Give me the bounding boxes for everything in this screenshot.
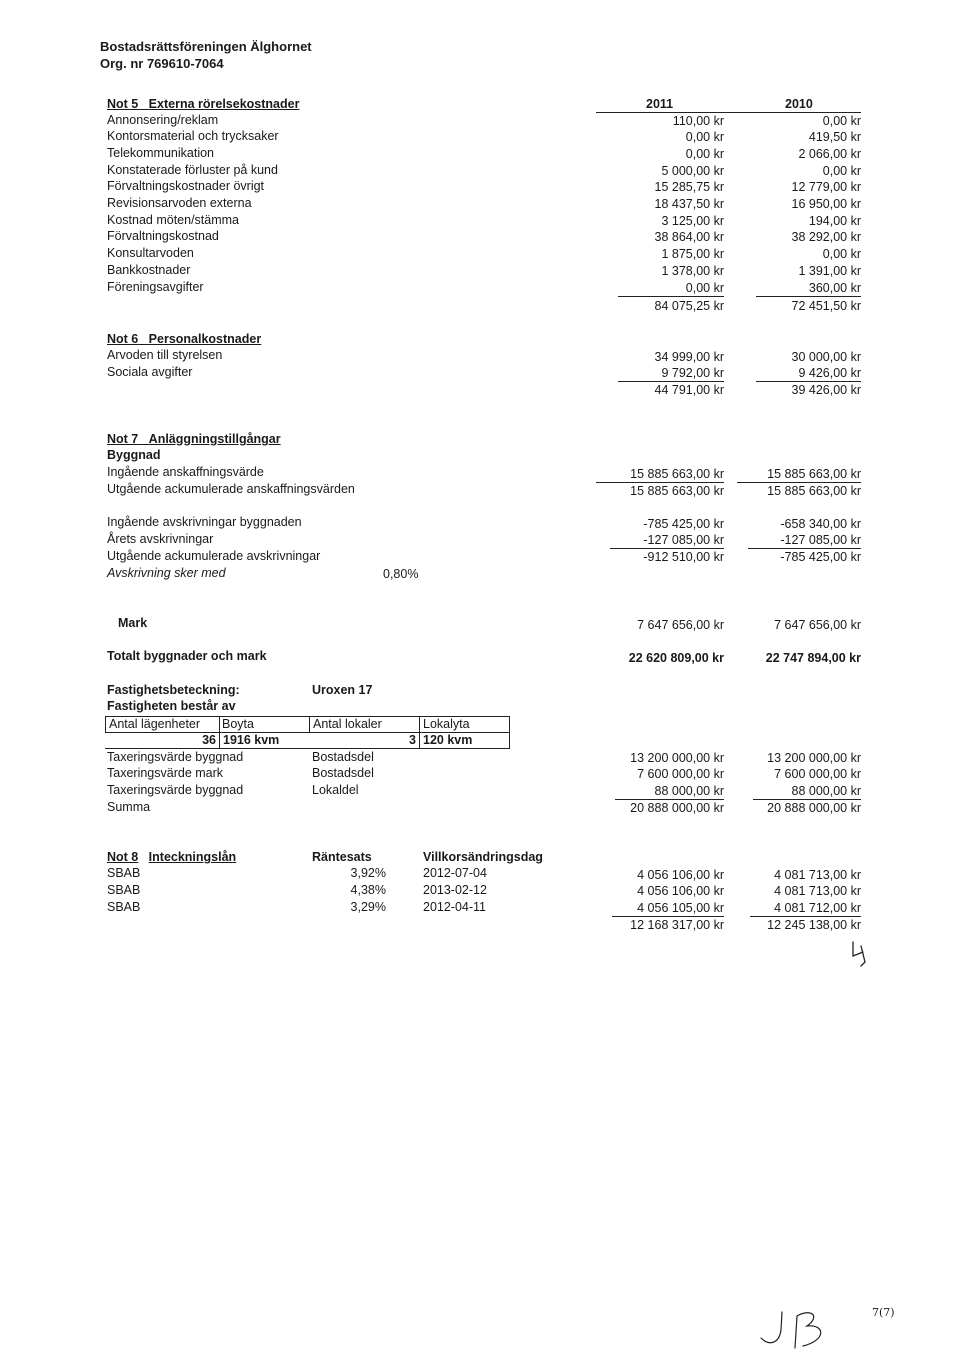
note6-label-1: Sociala avgifter bbox=[107, 365, 193, 379]
loan-2010-2: 4 081 712,00 kr bbox=[774, 901, 861, 915]
note5-2011-2: 0,00 kr bbox=[685, 147, 724, 161]
loan-date-1: 2013-02-12 bbox=[423, 883, 487, 897]
note7-a-sum-line-2010 bbox=[737, 482, 861, 483]
org-name: Bostadsrättsföreningen Älghornet bbox=[100, 39, 312, 54]
note6-label-0: Arvoden till styrelsen bbox=[107, 348, 223, 362]
prop-table-border-bottom bbox=[105, 748, 509, 749]
year-2010-header: 2010 bbox=[785, 97, 813, 111]
note5-2010-4: 12 779,00 kr bbox=[791, 180, 861, 194]
total-label: Totalt byggnader och mark bbox=[107, 649, 267, 663]
note5-2011-3: 5 000,00 kr bbox=[661, 164, 724, 178]
tax-2010-2: 88 000,00 kr bbox=[791, 784, 861, 798]
note5-label-6: Kostnad möten/stämma bbox=[107, 213, 240, 227]
note5-2010-9: 1 391,00 kr bbox=[798, 264, 861, 278]
note5-title: Externa rörelsekostnader bbox=[148, 97, 300, 111]
loan-date-0: 2012-07-04 bbox=[423, 866, 487, 880]
tax-type-1: Bostadsdel bbox=[312, 766, 374, 780]
tax-sum-label: Summa bbox=[107, 800, 151, 814]
tax-type-2: Lokaldel bbox=[312, 783, 359, 797]
note5-number: Not 5 bbox=[107, 97, 139, 111]
tax-type-0: Bostadsdel bbox=[312, 750, 374, 764]
note5-label-1: Kontorsmaterial och trycksaker bbox=[107, 129, 279, 143]
loan-total-2011: 12 168 317,00 kr bbox=[630, 918, 724, 932]
mark-2010: 7 647 656,00 kr bbox=[774, 618, 861, 632]
note6-total-2010: 39 426,00 kr bbox=[791, 383, 861, 397]
tax-sum-line-2011 bbox=[615, 799, 724, 800]
loan-lender-0: SBAB bbox=[107, 866, 141, 880]
handwritten-initial-mark bbox=[843, 938, 873, 968]
note5-2010-8: 0,00 kr bbox=[822, 247, 861, 261]
mark-label: Mark bbox=[118, 616, 148, 630]
loan-sum-line-2010 bbox=[750, 916, 861, 917]
prop-table-border-left bbox=[105, 716, 106, 733]
note8-col-date: Villkorsändringsdag bbox=[423, 850, 543, 864]
note6-2011-1: 9 792,00 kr bbox=[661, 366, 724, 380]
prop-value-premises: 3 bbox=[409, 733, 416, 747]
note5-label-0: Annonsering/reklam bbox=[107, 113, 219, 127]
note6-heading bbox=[107, 332, 261, 347]
note5-2010-5: 16 950,00 kr bbox=[791, 197, 861, 211]
note6-total-2011: 44 791,00 kr bbox=[654, 383, 724, 397]
note5-2010-6: 194,00 kr bbox=[808, 214, 861, 228]
total-2011: 22 620 809,00 kr bbox=[628, 651, 724, 665]
note8-number: Not 8 bbox=[107, 850, 139, 864]
loan-2011-0: 4 056 106,00 kr bbox=[637, 868, 724, 882]
property-consists-label: Fastigheten består av bbox=[107, 699, 236, 713]
note5-2011-9: 1 378,00 kr bbox=[661, 264, 724, 278]
note7-a-sum-line-2011 bbox=[596, 482, 724, 483]
note7-title: Anläggningstillgångar bbox=[148, 432, 281, 446]
note5-sum-line-2010 bbox=[756, 296, 861, 297]
note5-2011-6: 3 125,00 kr bbox=[661, 214, 724, 228]
prop-header-premises: Antal lokaler bbox=[313, 717, 382, 731]
tax-label-2: Taxeringsvärde byggnad bbox=[107, 783, 244, 797]
tax-label-1: Taxeringsvärde mark bbox=[107, 766, 224, 780]
note7-b-label-0: Ingående avskrivningar byggnaden bbox=[107, 515, 302, 529]
loan-2011-2: 4 056 105,00 kr bbox=[637, 901, 724, 915]
loan-lender-2: SBAB bbox=[107, 900, 141, 914]
loan-2011-1: 4 056 106,00 kr bbox=[637, 884, 724, 898]
total-2010: 22 747 894,00 kr bbox=[765, 651, 861, 665]
note7-b-2010-1: -127 085,00 kr bbox=[780, 533, 861, 547]
note6-2010-1: 9 426,00 kr bbox=[798, 366, 861, 380]
prop-table-divider-1 bbox=[219, 716, 220, 749]
prop-table-divider-3 bbox=[419, 716, 420, 749]
tax-sum-2010: 20 888 000,00 kr bbox=[767, 801, 861, 815]
property-label: Fastighetsbeteckning: bbox=[107, 683, 240, 697]
year-2011-header: 2011 bbox=[646, 97, 674, 111]
note7-b-label-2: Utgående ackumulerade avskrivningar bbox=[107, 549, 321, 563]
tax-2011-1: 7 600 000,00 kr bbox=[637, 767, 724, 781]
note6-2010-0: 30 000,00 kr bbox=[791, 350, 861, 364]
note7-subtitle: Byggnad bbox=[107, 448, 161, 462]
note5-label-4: Förvaltningskostnader övrigt bbox=[107, 179, 265, 193]
note5-2011-8: 1 875,00 kr bbox=[661, 247, 724, 261]
org-number: Org. nr 769610-7064 bbox=[100, 56, 224, 71]
note7-heading bbox=[107, 432, 281, 447]
note7-a-label-0: Ingående anskaffningsvärde bbox=[107, 465, 264, 479]
loan-2010-0: 4 081 713,00 kr bbox=[774, 868, 861, 882]
property-value: Uroxen 17 bbox=[312, 683, 373, 697]
note8-col-rate: Räntesats bbox=[312, 850, 372, 864]
note5-label-3: Konstaterade förluster på kund bbox=[107, 163, 278, 177]
tax-2011-0: 13 200 000,00 kr bbox=[630, 751, 724, 765]
note8-title: Inteckningslån bbox=[148, 850, 237, 864]
note7-b-2010-0: -658 340,00 kr bbox=[780, 517, 861, 531]
tax-sum-line-2010 bbox=[753, 799, 861, 800]
note7-b-sum-line-2011 bbox=[610, 548, 724, 549]
header-underline bbox=[596, 112, 861, 113]
note5-2011-5: 18 437,50 kr bbox=[654, 197, 724, 211]
note7-b-2010-2: -785 425,00 kr bbox=[780, 550, 861, 564]
loan-rate-1: 4,38% bbox=[350, 883, 386, 897]
page-number: 7(7) bbox=[872, 1306, 895, 1319]
loan-2010-1: 4 081 713,00 kr bbox=[774, 884, 861, 898]
note7-a-2011-0: 15 885 663,00 kr bbox=[630, 467, 724, 481]
loan-rate-0: 3,92% bbox=[350, 866, 386, 880]
note5-2010-1: 419,50 kr bbox=[808, 130, 861, 144]
note7-b-label-1: Årets avskrivningar bbox=[107, 532, 214, 546]
handwritten-signature bbox=[755, 1300, 835, 1352]
loan-rate-2: 3,29% bbox=[350, 900, 386, 914]
note5-label-10: Föreningsavgifter bbox=[107, 280, 204, 294]
note5-2010-2: 2 066,00 kr bbox=[798, 147, 861, 161]
prop-header-living-area: Boyta bbox=[222, 717, 254, 731]
depreciation-rate: 0,80% bbox=[383, 567, 419, 581]
note7-b-2011-1: -127 085,00 kr bbox=[643, 533, 724, 547]
note5-2011-0: 110,00 kr bbox=[672, 114, 724, 128]
loan-sum-line-2011 bbox=[612, 916, 724, 917]
depreciation-label: Avskrivning sker med bbox=[107, 566, 226, 580]
note6-sum-line-2011 bbox=[618, 381, 724, 382]
note5-label-9: Bankkostnader bbox=[107, 263, 191, 277]
tax-2011-2: 88 000,00 kr bbox=[654, 784, 724, 798]
note5-total-2010: 72 451,50 kr bbox=[791, 299, 861, 313]
note5-heading bbox=[107, 97, 299, 112]
note5-2010-0: 0,00 kr bbox=[822, 114, 861, 128]
note5-2010-7: 38 292,00 kr bbox=[791, 230, 861, 244]
note7-a-2010-0: 15 885 663,00 kr bbox=[767, 467, 861, 481]
loan-date-2: 2012-04-11 bbox=[423, 900, 487, 914]
note5-2011-4: 15 285,75 kr bbox=[654, 180, 724, 194]
note6-number: Not 6 bbox=[107, 332, 139, 346]
note7-b-2011-0: -785 425,00 kr bbox=[643, 517, 724, 531]
prop-value-premises-area: 120 kvm bbox=[423, 733, 473, 747]
note5-2010-10: 360,00 kr bbox=[808, 281, 861, 295]
note6-sum-line-2010 bbox=[756, 381, 861, 382]
note6-title: Personalkostnader bbox=[148, 332, 262, 346]
note7-a-2011-1: 15 885 663,00 kr bbox=[630, 484, 724, 498]
note7-number: Not 7 bbox=[107, 432, 139, 446]
tax-2010-1: 7 600 000,00 kr bbox=[774, 767, 861, 781]
prop-header-apartments: Antal lägenheter bbox=[109, 717, 201, 731]
note8-heading bbox=[107, 850, 236, 865]
note7-a-label-1: Utgående ackumulerade anskaffningsvärden bbox=[107, 482, 355, 496]
note6-2011-0: 34 999,00 kr bbox=[654, 350, 724, 364]
note7-b-2011-2: -912 510,00 kr bbox=[643, 550, 724, 564]
note5-2011-7: 38 864,00 kr bbox=[654, 230, 724, 244]
note5-2010-3: 0,00 kr bbox=[822, 164, 861, 178]
note5-total-2011: 84 075,25 kr bbox=[654, 299, 724, 313]
tax-2010-0: 13 200 000,00 kr bbox=[767, 751, 861, 765]
note5-label-2: Telekommunikation bbox=[107, 146, 214, 160]
prop-value-living-area: 1916 kvm bbox=[223, 733, 280, 747]
tax-sum-2011: 20 888 000,00 kr bbox=[630, 801, 724, 815]
note5-2011-1: 0,00 kr bbox=[685, 130, 724, 144]
tax-label-0: Taxeringsvärde byggnad bbox=[107, 750, 244, 764]
prop-header-premises-area: Lokalyta bbox=[423, 717, 470, 731]
note5-sum-line-2011 bbox=[618, 296, 724, 297]
prop-table-divider-2 bbox=[309, 716, 310, 733]
prop-value-apartments: 36 bbox=[202, 733, 216, 747]
note7-a-2010-1: 15 885 663,00 kr bbox=[767, 484, 861, 498]
loan-total-2010: 12 245 138,00 kr bbox=[767, 918, 861, 932]
prop-table-border-right bbox=[509, 716, 510, 749]
note5-label-5: Revisionsarvoden externa bbox=[107, 196, 252, 210]
note5-label-7: Förvaltningskostnad bbox=[107, 229, 219, 243]
loan-lender-1: SBAB bbox=[107, 883, 141, 897]
note5-2011-10: 0,00 kr bbox=[685, 281, 724, 295]
mark-2011: 7 647 656,00 kr bbox=[637, 618, 724, 632]
note7-b-sum-line-2010 bbox=[748, 548, 861, 549]
note5-label-8: Konsultarvoden bbox=[107, 246, 194, 260]
